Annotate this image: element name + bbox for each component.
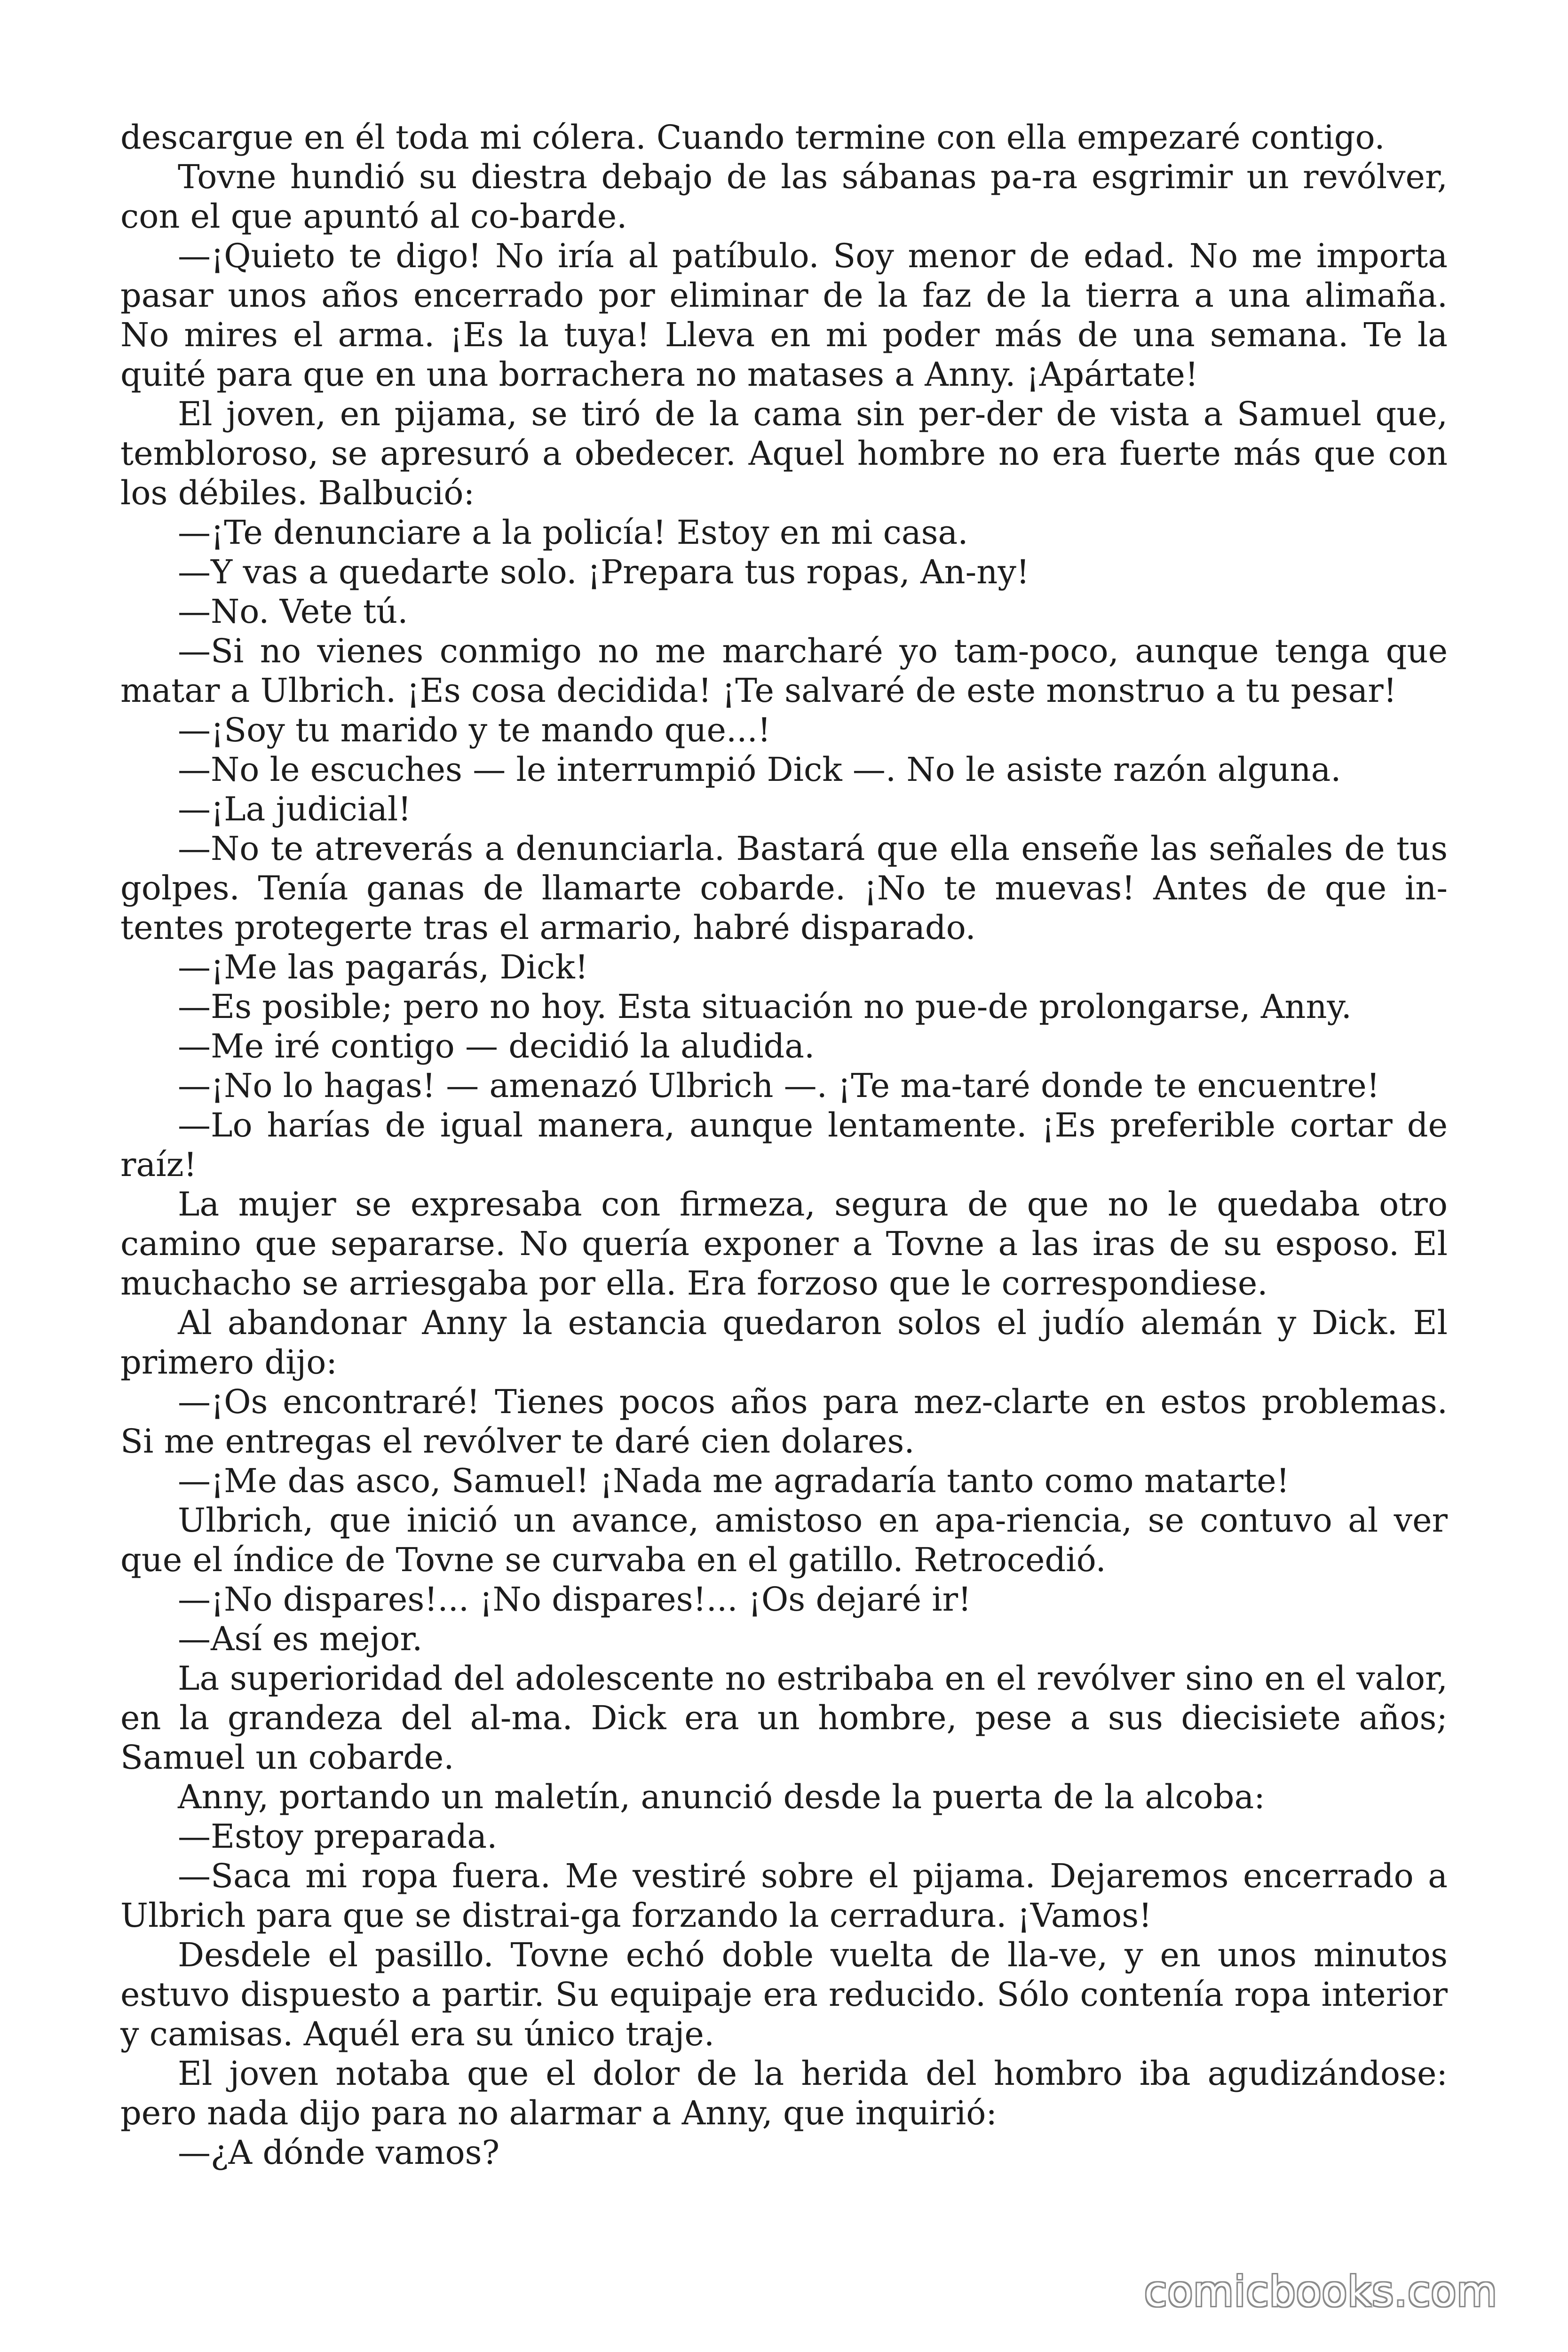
paragraph: —Estoy preparada. [178,1817,498,1856]
paragraph: —¡Me das asco, Samuel! ¡Nada me agradaría tanto como matarte! [178,1462,1290,1500]
paragraph: —¡Te denunciare a la policía! Estoy en mi casa. [178,513,968,552]
watermark: comicbooks.com [1144,2267,1497,2316]
paragraph: Al abandonar Anny la estancia quedaron solos el judío alemán y Dick. El primero dijo: [120,1303,1448,1382]
paragraph: Anny, portando un maletín, anunció desde la puerta de la alcoba: [178,1778,1265,1816]
paragraph: —¡Soy tu marido y te mando que...! [178,711,771,749]
paragraph: descargue en él toda mi cólera. Cuando termine con ella empezaré contigo. [120,118,1385,157]
paragraph: La mujer se expresaba con firmeza, segura de que no le quedaba otro camino que separarse. No quería exponer a Tovne a las iras de su esposo. El muchacho se arriesgaba por ella. Era forzoso que le correspondiese. [120,1185,1448,1303]
paragraph: —Saca mi ropa fuera. Me vestiré sobre el pijama. Dejaremos encerrado a Ulbrich para que se distrai-ga forzando la cerradura. ¡Vamos! [120,1857,1448,1935]
paragraph: —Me iré contigo — decidió la aludida. [178,1027,815,1065]
paragraph: Tovne hundió su diestra debajo de las sábanas pa-ra esgrimir un revólver, con el que apuntó al co-barde. [120,158,1448,236]
paragraph: Ulbrich, que inició un avance, amistoso en apa-riencia, se contuvo al ver que el índice de Tovne se curvaba en el gatillo. Retrocedió. [120,1501,1448,1579]
paragraph: —Y vas a quedarte solo. ¡Prepara tus ropas, An-ny! [178,553,1030,591]
paragraph: —No le escuches — le interrumpió Dick —. No le asiste razón alguna. [178,750,1341,789]
paragraph: —Si no vienes conmigo no me marcharé yo tam-poco, aunque tenga que matar a Ulbrich. ¡Es cosa decidida! ¡Te salvaré de este monstruo a tu pesar! [120,632,1448,710]
paragraph: El joven, en pijama, se tiró de la cama sin per-der de vista a Samuel que, tembloroso, se apresuró a obedecer. Aquel hombre no era fuerte más que con los débiles. Balbució: [120,395,1448,512]
paragraph: —¡La judicial! [178,790,412,828]
paragraph: —Así es mejor. [178,1620,423,1658]
paragraph: El joven notaba que el dolor de la herida del hombro iba agudizándose: pero nada dijo para no alarmar a Anny, que inquirió: [120,2054,1448,2132]
page-body [120,118,1448,2172]
paragraph: —Lo harías de igual manera, aunque lentamente. ¡Es preferible cortar de raíz! [120,1106,1448,1184]
paragraph: La superioridad del adolescente no estribaba en el revólver sino en el valor, en la grandeza del al-ma. Dick era un hombre, pese a sus diecisiete años; Samuel un cobarde. [120,1659,1448,1777]
paragraph: —No. Vete tú. [178,592,408,631]
paragraph: —No te atreverás a denunciarla. Bastará que ella enseñe las señales de tus golpes. Tenía ganas de llamarte cobarde. ¡No te muevas! Antes de que in-tentes protegerte tras el armario, habré disparado. [120,829,1448,947]
paragraph: —Es posible; pero no hoy. Esta situación no pue-de prolongarse, Anny. [178,987,1352,1026]
paragraph: Desdele el pasillo. Tovne echó doble vuelta de lla-ve, y en unos minutos estuvo dispuesto a partir. Su equipaje era reducido. Sólo contenía ropa interior y camisas. Aquél era su único traje. [120,1936,1448,2053]
paragraph: —¡Os encontraré! Tienes pocos años para mez-clarte en estos problemas. Si me entregas el revólver te daré cien dolares. [120,1383,1448,1461]
paragraph: —¡Quieto te digo! No iría al patíbulo. Soy menor de edad. No me importa pasar unos años encerrado por eliminar de la faz de la tierra a una alimaña. No mires el arma. ¡Es la tuya! Lleva en mi poder más de una semana. Te la quité para que en una borrachera no matases a Anny. ¡Apártate! [120,237,1448,394]
paragraph: —¡No dispares!... ¡No dispares!... ¡Os dejaré ir! [178,1580,972,1619]
paragraph: —¡No lo hagas! — amenazó Ulbrich —. ¡Te ma-taré donde te encuentre! [178,1066,1380,1105]
paragraph: —¿A dónde vamos? [178,2133,500,2172]
paragraph: —¡Me las pagarás, Dick! [178,948,588,986]
